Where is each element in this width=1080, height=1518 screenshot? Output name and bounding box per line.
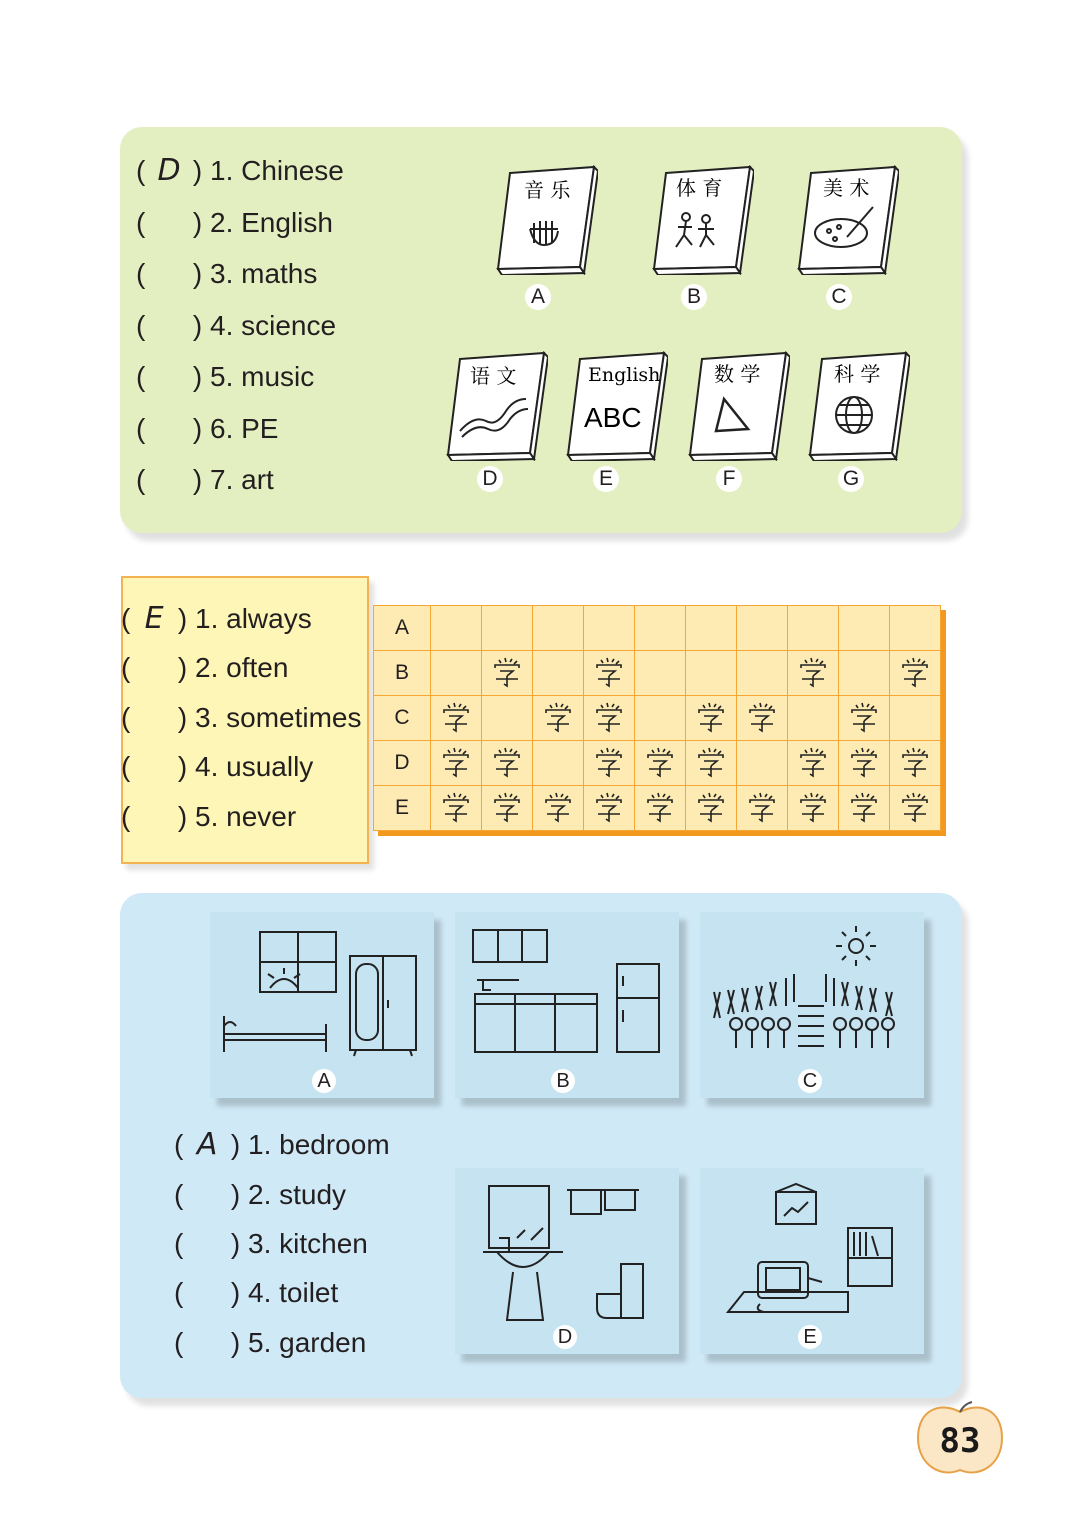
grid-cell-marked <box>788 741 839 786</box>
grid-cell-marked <box>686 696 737 741</box>
study-character-icon <box>490 744 524 778</box>
study-character-icon <box>694 699 728 733</box>
grid-cell-empty <box>584 606 635 651</box>
grid-cell-empty <box>635 651 686 696</box>
grid-cell-empty <box>431 651 482 696</box>
book-art <box>795 163 899 275</box>
study-character-icon <box>694 744 728 778</box>
room-card-toilet <box>455 1168 679 1354</box>
answer-blank[interactable]: A <box>196 1127 218 1162</box>
book-title: 体 育 <box>676 176 723 200</box>
frequency-item-3: ( ) 3. sometimes <box>121 702 362 733</box>
subject-item-6: ( ) 6. PE <box>136 413 279 444</box>
answer-blank[interactable]: D <box>157 153 181 188</box>
book-letter: A <box>525 284 551 310</box>
grid-cell-empty <box>737 606 788 651</box>
study-character-icon <box>541 699 575 733</box>
subject-item-4: ( ) 4. science <box>136 310 337 341</box>
grid-cell-empty <box>635 606 686 651</box>
grid-cell-marked <box>584 696 635 741</box>
grid-cell-marked <box>635 741 686 786</box>
grid-row-label: C <box>374 696 431 741</box>
book-letter: C <box>826 284 852 310</box>
study-character-icon <box>490 789 524 823</box>
grid-cell-empty <box>686 606 737 651</box>
subject-item-7: ( ) 7. art <box>136 464 274 495</box>
grid-cell-marked <box>482 786 533 831</box>
room-letter: D <box>553 1325 577 1349</box>
book-letter: F <box>716 466 742 492</box>
grid-cell-marked <box>431 741 482 786</box>
study-character-icon <box>898 789 932 823</box>
book-science <box>806 349 910 461</box>
grid-row <box>374 741 941 786</box>
study-character-icon <box>592 654 626 688</box>
grid-cell-empty <box>635 696 686 741</box>
study-character-icon <box>439 744 473 778</box>
subject-item-5: ( ) 5. music <box>136 361 315 392</box>
grid-cell-marked <box>533 786 584 831</box>
book-title: 美 术 <box>823 176 870 200</box>
subject-item-2: ( ) 2. English <box>136 207 333 238</box>
book-maths <box>686 349 790 461</box>
grid-cell-marked <box>431 696 482 741</box>
grid-cell-empty <box>737 651 788 696</box>
study-character-icon <box>745 699 779 733</box>
study-character-icon <box>847 744 881 778</box>
study-character-icon <box>592 699 626 733</box>
study-character-icon <box>439 789 473 823</box>
room-item-5: ( ) 5. garden <box>174 1327 367 1358</box>
grid-cell-empty <box>533 606 584 651</box>
grid-cell-empty <box>890 606 941 651</box>
grid-cell-marked <box>431 786 482 831</box>
grid-cell-empty <box>431 606 482 651</box>
room-item-2: ( ) 2. study <box>174 1179 347 1210</box>
study-character-icon <box>541 789 575 823</box>
grid-cell-marked <box>839 786 890 831</box>
book-letter: D <box>477 466 503 492</box>
grid-cell-marked <box>482 741 533 786</box>
book-title: English <box>588 364 661 386</box>
book-pe <box>650 163 754 275</box>
book-letter: E <box>593 466 619 492</box>
study-character-icon <box>592 789 626 823</box>
grid-row-label: A <box>374 606 431 651</box>
answer-blank[interactable]: E <box>144 601 164 636</box>
grid-cell-marked <box>890 741 941 786</box>
frequency-item-2: ( ) 2. often <box>121 652 289 683</box>
grid-cell-marked <box>737 786 788 831</box>
grid-cell-marked <box>737 696 788 741</box>
page-number: 83 <box>939 1421 981 1461</box>
room-item-1: ( A ) 1. bedroom <box>174 1127 390 1162</box>
room-card-study <box>700 1168 924 1354</box>
grid-cell-marked <box>533 696 584 741</box>
book-music <box>494 163 598 275</box>
grid-cell-empty <box>839 606 890 651</box>
book-english <box>564 349 668 461</box>
study-character-icon <box>694 789 728 823</box>
grid-cell-marked <box>686 786 737 831</box>
grid-cell-empty <box>482 606 533 651</box>
grid-cell-marked <box>839 696 890 741</box>
grid-row <box>374 696 941 741</box>
grid-cell-empty <box>839 651 890 696</box>
grid-row <box>374 651 941 696</box>
grid-cell-marked <box>584 741 635 786</box>
study-character-icon <box>898 744 932 778</box>
study-character-icon <box>847 789 881 823</box>
subject-item-3: ( ) 3. maths <box>136 258 318 289</box>
grid-cell-empty <box>788 696 839 741</box>
study-character-icon <box>439 699 473 733</box>
grid-row-label: E <box>374 786 431 831</box>
study-character-icon <box>643 789 677 823</box>
study-character-icon <box>490 654 524 688</box>
room-card-bedroom <box>210 912 434 1098</box>
study-character-icon <box>847 699 881 733</box>
grid-cell-empty <box>686 651 737 696</box>
grid-cell-empty <box>533 741 584 786</box>
grid-cell-marked <box>788 786 839 831</box>
room-letter: B <box>551 1069 575 1093</box>
grid-cell-marked <box>635 786 686 831</box>
book-title: 音 乐 <box>524 178 571 202</box>
room-letter: C <box>798 1069 822 1093</box>
grid-cell-marked <box>584 651 635 696</box>
grid-cell-empty <box>890 696 941 741</box>
book-title: 科 学 <box>834 362 881 386</box>
subject-item-1: ( D ) 1. Chinese <box>136 153 344 188</box>
study-character-icon <box>796 789 830 823</box>
grid-cell-marked <box>890 651 941 696</box>
frequency-item-4: ( ) 4. usually <box>121 751 314 782</box>
grid-row <box>374 786 941 831</box>
abc-icon: ABC <box>584 402 642 433</box>
frequency-item-5: ( ) 5. never <box>121 801 297 832</box>
grid-cell-marked <box>890 786 941 831</box>
study-character-icon <box>745 789 779 823</box>
grid-row <box>374 606 941 651</box>
room-letter: E <box>798 1325 822 1349</box>
room-card-garden <box>700 912 924 1098</box>
book-letter: B <box>681 284 707 310</box>
grid-cell-marked <box>584 786 635 831</box>
study-character-icon <box>592 744 626 778</box>
grid-cell-empty <box>788 606 839 651</box>
grid-cell-empty <box>533 651 584 696</box>
grid-cell-empty <box>737 741 788 786</box>
study-character-icon <box>643 744 677 778</box>
grid-cell-marked <box>839 741 890 786</box>
study-character-icon <box>796 744 830 778</box>
book-title: 语 文 <box>470 364 517 388</box>
grid-cell-empty <box>482 696 533 741</box>
room-item-3: ( ) 3. kitchen <box>174 1228 368 1259</box>
room-card-kitchen <box>455 912 679 1098</box>
study-character-icon <box>898 654 932 688</box>
room-item-4: ( ) 4. toilet <box>174 1277 339 1308</box>
frequency-grid <box>373 605 941 831</box>
book-chinese <box>444 349 548 461</box>
room-letter: A <box>312 1069 336 1093</box>
page-number-badge <box>912 1400 1008 1480</box>
grid-cell-marked <box>788 651 839 696</box>
frequency-item-1: ( E ) 1. always <box>121 601 312 636</box>
grid-row-label: B <box>374 651 431 696</box>
book-title: 数 学 <box>714 362 761 386</box>
study-character-icon <box>796 654 830 688</box>
grid-cell-marked <box>482 651 533 696</box>
grid-row-label: D <box>374 741 431 786</box>
grid-cell-marked <box>686 741 737 786</box>
book-letter: G <box>838 466 864 492</box>
